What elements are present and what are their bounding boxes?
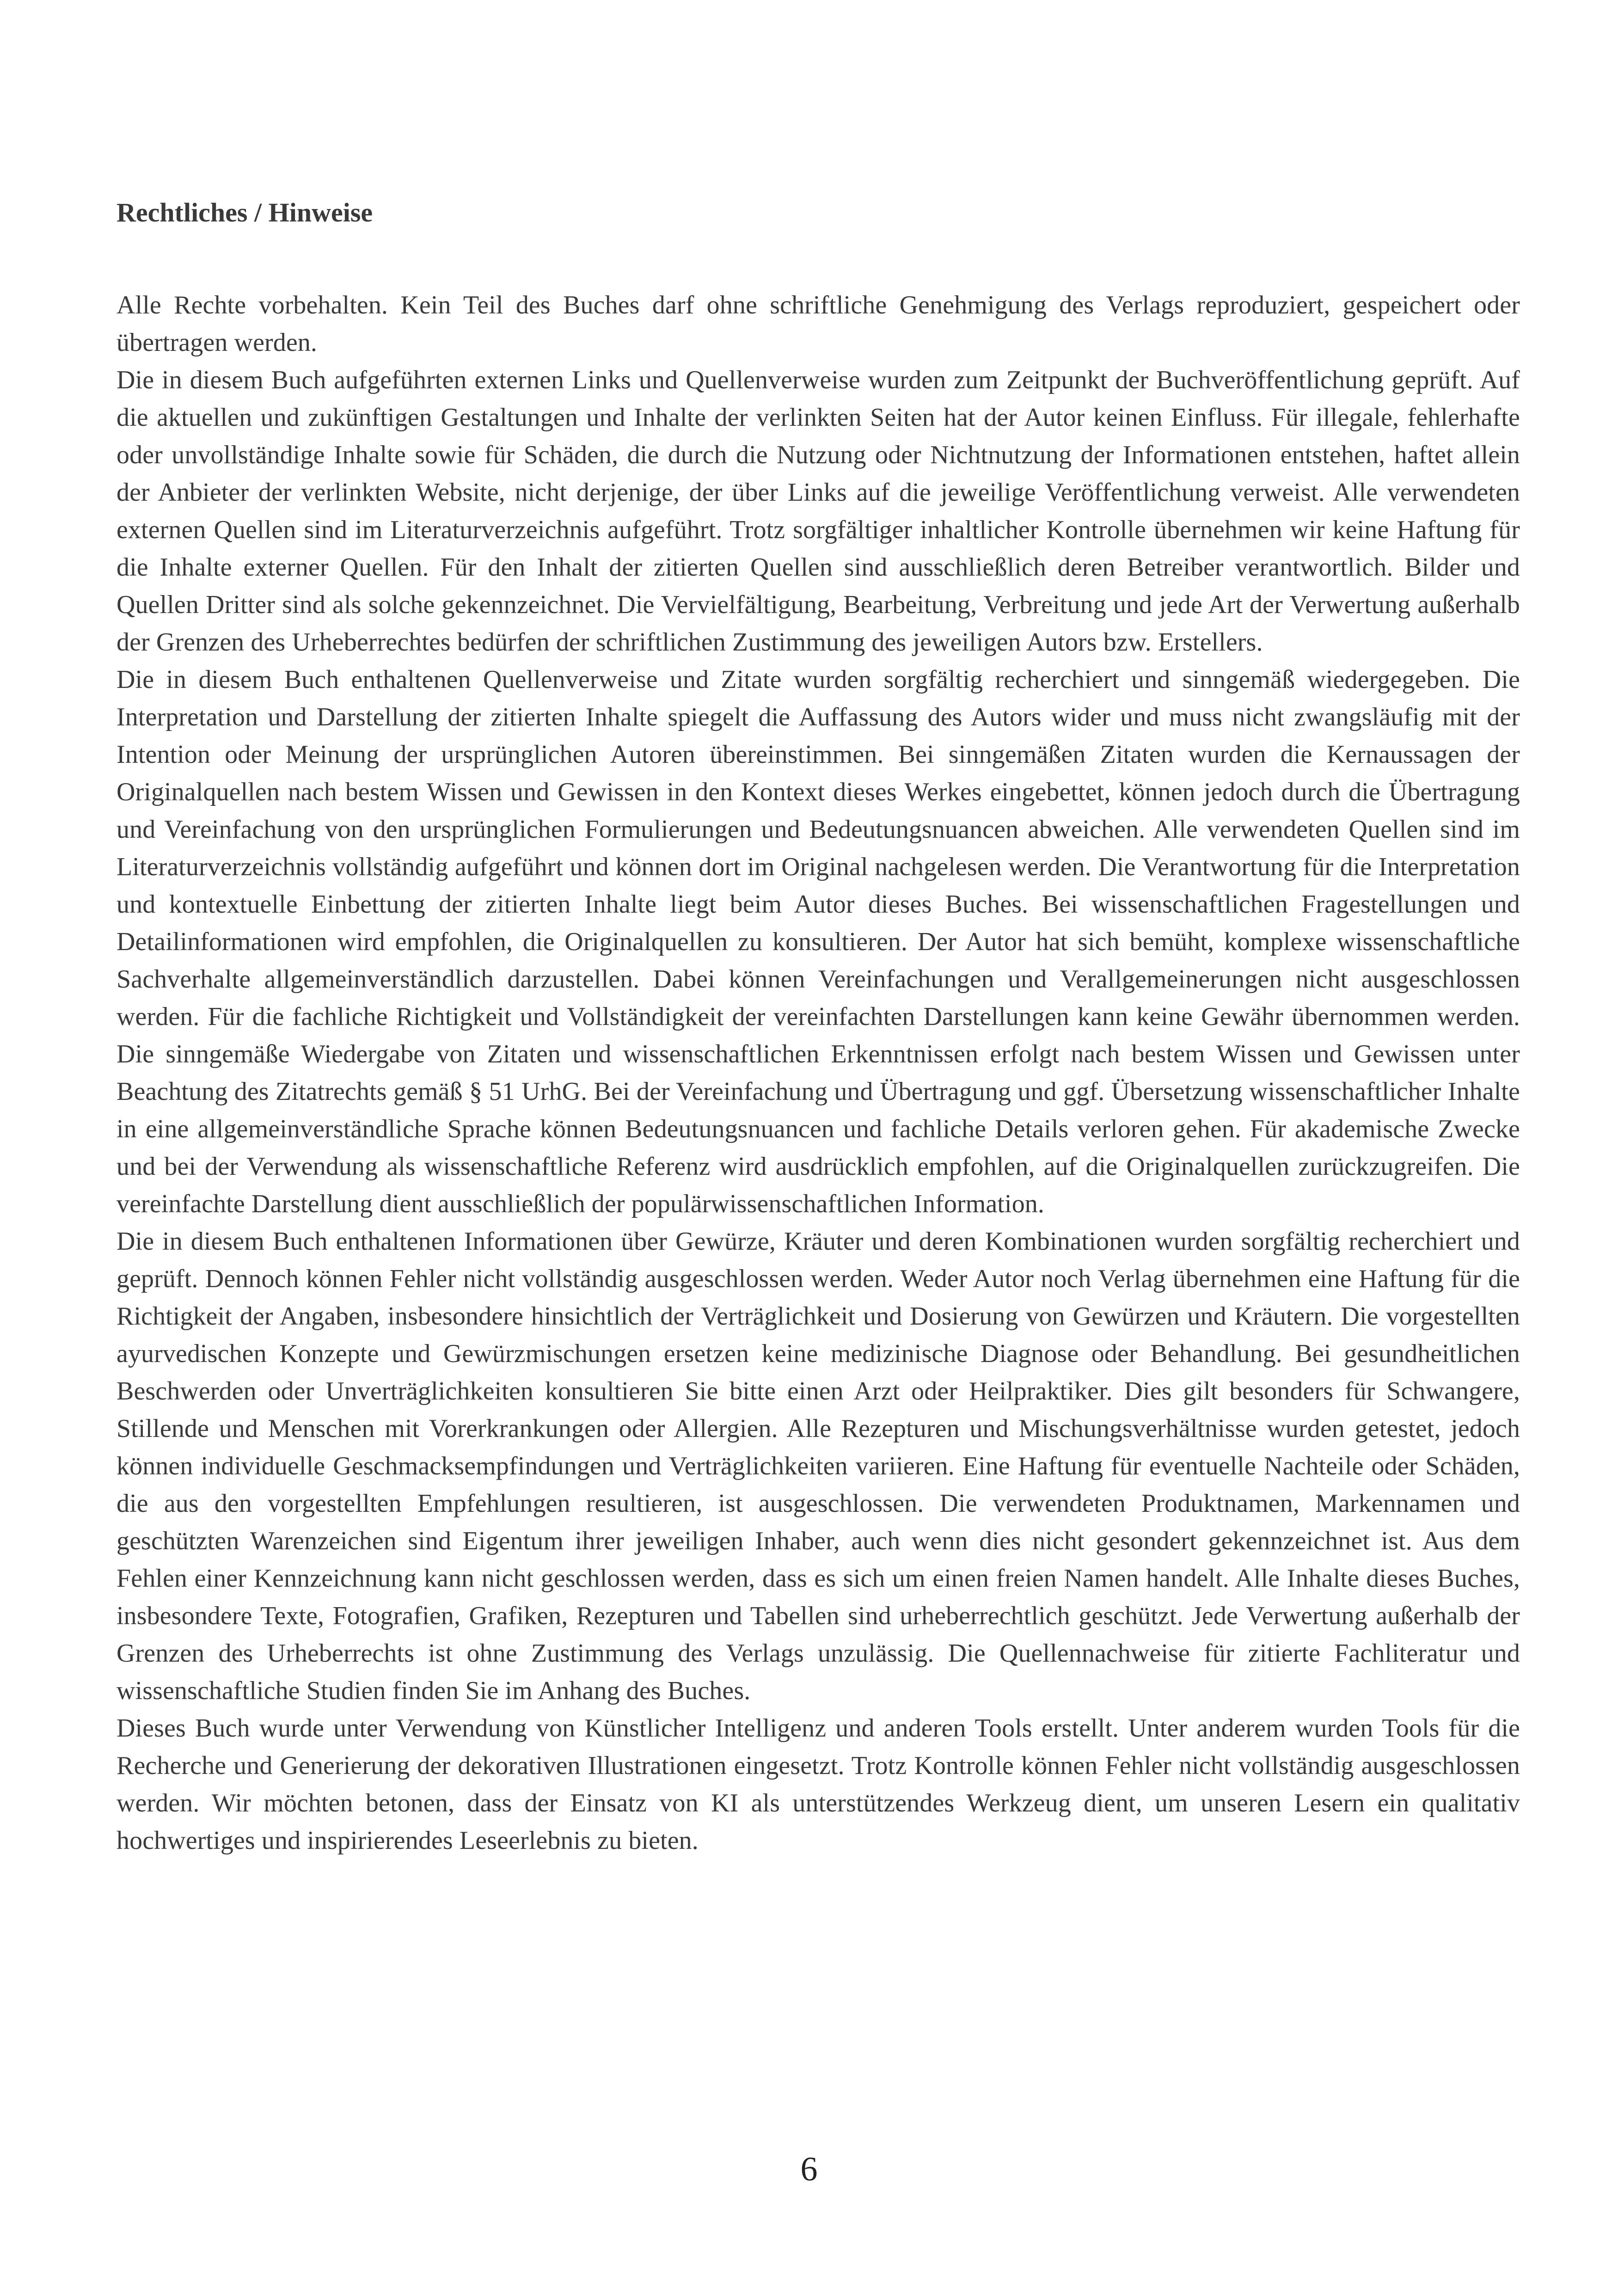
- page-content: [116, 194, 1520, 1860]
- paragraph-citations: Die in diesem Buch enthaltenen Quellenverweise und Zitate wurden sorgfältig recherchiert und sinngemäß wiedergegeben. Die Interpretation und Darstellung der zitierten Inhalte spiegelt die Auffassung des Autors wider und muss nicht zwangsläufig mit der Intention oder Meinung der ursprünglichen Autoren übereinstimmen. Bei sinngemäßen Zitaten wurden die Kernaussagen der Originalquellen nach bestem Wissen und Gewissen in den Kontext dieses Werkes eingebettet, können jedoch durch die Übertragung und Vereinfachung von den ursprünglichen Formulierungen und Bedeutungsnuancen abweichen. Alle verwendeten Quellen sind im Literaturverzeichnis vollständig aufgeführt und können dort im Original nachgelesen werden. Die Verantwortung für die Interpretation und kontextuelle Einbettung der zitierten Inhalte liegt beim Autor dieses Buches. Bei wissenschaftlichen Fragestellungen und Detailinformationen wird empfohlen, die Originalquellen zu konsultieren. Der Autor hat sich bemüht, komplexe wissenschaftliche Sachverhalte allgemeinverständlich darzustellen. Dabei können Vereinfachungen und Verallgemeinerungen nicht ausgeschlossen werden. Für die fachliche Richtigkeit und Vollständigkeit der vereinfachten Darstellungen kann keine Gewähr übernommen werden. Die sinngemäße Wiedergabe von Zitaten und wissenschaftlichen Erkenntnissen erfolgt nach bestem Wissen und Gewissen unter Beachtung des Zitatrechts gemäß § 51 UrhG. Bei der Vereinfachung und Übertragung und ggf. Übersetzung wissenschaftlicher Inhalte in eine allgemeinverständliche Sprache können Bedeutungsnuancen und fachliche Details verloren gehen. Für akademische Zwecke und bei der Verwendung als wissenschaftliche Referenz wird ausdrücklich empfohlen, auf die Originalquellen zurückzugreifen. Die vereinfachte Darstellung dient ausschließlich der populärwissenschaftlichen Information.: [116, 665, 1520, 1218]
- paragraph-copyright: Alle Rechte vorbehalten. Kein Teil des Buches darf ohne schriftliche Genehmigung des Verlags reproduziert, gespeichert oder übertragen werden.: [116, 291, 1520, 357]
- paragraph-spices-disclaimer: Die in diesem Buch enthaltenen Informationen über Gewürze, Kräuter und deren Kombinationen wurden sorgfältig recherchiert und geprüft. Dennoch können Fehler nicht vollständig ausgeschlossen werden. Weder Autor noch Verlag übernehmen eine Haftung für die Richtigkeit der Angaben, insbesondere hinsichtlich der Verträglichkeit und Dosierung von Gewürzen und Kräutern. Die vorgestellten ayurvedischen Konzepte und Gewürzmischungen ersetzen keine medizinische Diagnose oder Behandlung. Bei gesundheitlichen Beschwerden oder Unverträglichkeiten konsultieren Sie bitte einen Arzt oder Heilpraktiker. Dies gilt besonders für Schwangere, Stillende und Menschen mit Vorerkrankungen oder Allergien. Alle Rezepturen und Mischungsverhältnisse wurden getestet, jedoch können individuelle Geschmacksempfindungen und Verträglichkeiten variieren. Eine Haftung für eventuelle Nachteile oder Schäden, die aus den vorgestellten Empfehlungen resultieren, ist ausgeschlossen. Die verwendeten Produktnamen, Markennamen und geschützten Warenzeichen sind Eigentum ihrer jeweiligen Inhaber, auch wenn dies nicht gesondert gekennzeichnet ist. Aus dem Fehlen einer Kennzeichnung kann nicht geschlossen werden, dass es sich um einen freien Namen handelt. Alle Inhalte dieses Buches, insbesondere Texte, Fotografien, Grafiken, Rezepturen und Tabellen sind urheberrechtlich geschützt. Jede Verwertung außerhalb der Grenzen des Urheberrechts ist ohne Zustimmung des Verlags unzulässig. Die Quellennachweise für zitierte Fachliteratur und wissenschaftliche Studien finden Sie im Anhang des Buches.: [116, 1227, 1520, 1705]
- paragraph-ai-notice: Dieses Buch wurde unter Verwendung von Künstlicher Intelligenz und anderen Tools erstellt. Unter anderem wurden Tools für die Recherche und Generierung der dekorativen Illustrationen eingesetzt. Trotz Kontrolle können Fehler nicht vollständig ausgeschlossen werden. Wir möchten betonen, dass der Einsatz von KI als unterstützendes Werkzeug dient, um unseren Lesern ein qualitativ hochwertiges und inspirierendes Leseerlebnis zu bieten.: [116, 1714, 1520, 1855]
- page-title: Rechtliches / Hinweise: [116, 197, 373, 227]
- paragraph-external-links: Die in diesem Buch aufgeführten externen Links und Quellenverweise wurden zum Zeitpunkt der Buchveröffentlichung geprüft. Auf die aktuellen und zukünftigen Gestaltungen und Inhalte der verlinkten Seiten hat der Autor keinen Einfluss. Für illegale, fehlerhafte oder unvollständige Inhalte sowie für Schäden, die durch die Nutzung oder Nichtnutzung der Informationen entstehen, haftet allein der Anbieter der verlinkten Website, nicht derjenige, der über Links auf die jeweilige Veröffentlichung verweist. Alle verwendeten externen Quellen sind im Literaturverzeichnis aufgeführt. Trotz sorgfältiger inhaltlicher Kontrolle übernehmen wir keine Haftung für die Inhalte externer Quellen. Für den Inhalt der zitierten Quellen sind ausschließlich deren Betreiber verantwortlich. Bilder und Quellen Dritter sind als solche gekennzeichnet. Die Vervielfältigung, Bearbeitung, Verbreitung und jede Art der Verwertung außerhalb der Grenzen des Urheberrechtes bedürfen der schriftlichen Zustimmung des jeweiligen Autors bzw. Erstellers.: [116, 366, 1520, 657]
- page-number: 6: [800, 2150, 818, 2188]
